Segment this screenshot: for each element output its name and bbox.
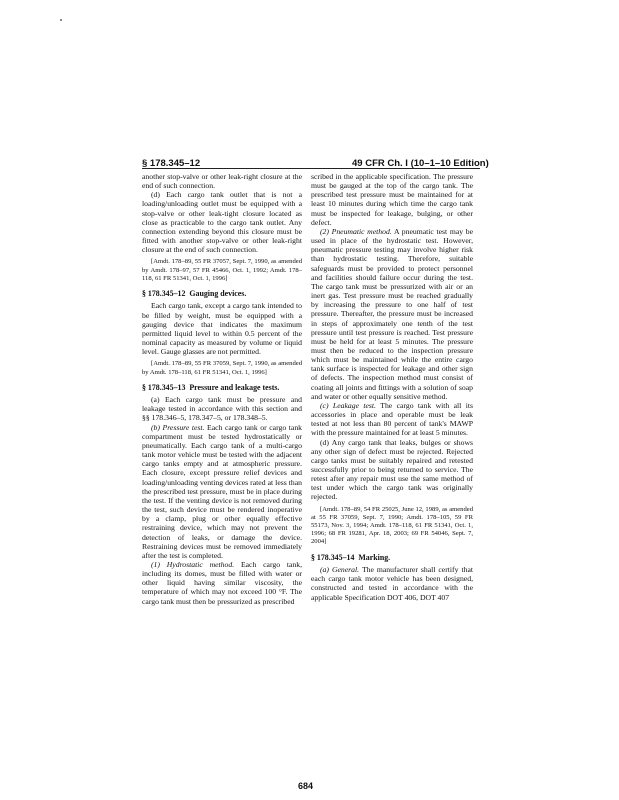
paragraph: scribed in the applicable specification. The pressure must be gauged at the top of the cargo tank. The prescribed test pressure must be maintained for at least 10 minutes during which time the cargo tank must be inspected for leakage, bulging, or other defect. (311, 172, 473, 227)
paragraph-text: The cargo tank with all its accessories in place and operable must be leak tested at not less than 80 percent of tank's MAWP with the pressure maintained for at least 5 minutes. (311, 400, 473, 438)
paragraph-label: (a) General. (320, 565, 360, 575)
section-heading (142, 289, 302, 298)
left-column (142, 172, 302, 606)
section-title: Gauging devices. (189, 289, 247, 299)
section-title: Pressure and leakage tests. (189, 382, 280, 392)
section-title: Marking. (358, 552, 391, 562)
paragraph (142, 560, 302, 606)
page-number: 684 (298, 781, 314, 791)
paragraph-text: The manufacturer shall certify that each cargo tank motor vehicle has been designed, constructed and tested in accordance with the applicable Specification DOT 406, DOT 407 (311, 565, 473, 602)
paragraph (142, 423, 302, 560)
paragraph (311, 565, 473, 602)
paragraph: (a) Each cargo tank must be pressure and leakage tested in accordance with this section and §§ 178.346–5, 178.347–5, or 178.348–5. (142, 395, 302, 423)
section-number: § 178.345–14 (311, 552, 355, 562)
paragraph (311, 227, 473, 401)
citation: [Amdt. 178–89, 54 FR 25025, June 12, 1989, as amended at 55 FR 37059, Sept. 7, 1990; Amdt. 178–105, 59 FR 55173, Nov. 3, 1994; Amdt. 178–118, 61 FR 51341, Oct. 1, 1996; 68 FR 19281, Apr. 18, 2003; 69 FR 54046, Sept. 7, 2004] (311, 505, 473, 546)
paragraph (311, 401, 473, 438)
paragraph-text: Each cargo tank, including its domes, must be filled with water or other liquid having similar viscosity, the temperature of which may not exceed 100 °F. The cargo tank must then be pressurized as prescribed (142, 559, 303, 606)
section-number: § 178.345–13 (142, 382, 186, 392)
citation: [Amdt. 178–89, 55 FR 37057, Sept. 7, 1990, as amended by Amdt. 178–97, 57 FR 45466, Oct. 1, 1992; Amdt. 178–118, 61 FR 51341, Oct. 1, 1996] (142, 258, 302, 282)
paragraph-text: A pneumatic test may be used in place of the hydrostatic test. However, pneumatic pressure testing may involve higher risk than hydrostatic testing. Therefore, suitable safeguards must be provided to protect personnel and facilities should failure occur during the test. The cargo tank must be pressurized with air or an inert gas. Test pressure must be reached gradually by increasing the pressure to one half of test pressure. Thereafter, the pressure must be increased in steps of approximately one tenth of the test pressure until test pressure is reached. Test pressure must be held for at least 5 minutes. The pressure must then be reduced to the inspection pressure which must be maintained while the entire cargo tank surface is inspected for leakage and other sign of defects. The inspection method must consist of coating all joints and fittings with a solution of soap and water or other equally sensitive method. (311, 226, 473, 401)
paragraph-label: (b) Pressure test. (151, 422, 205, 432)
paragraph-label: (1) Hydrostatic method. (151, 559, 235, 569)
paragraph: (d) Each cargo tank outlet that is not a loading/unloading outlet must be equipped with a stop-valve or other leak-tight closure located as close as practicable to the cargo tank outlet. Any connection extending beyond this closure must be fitted with another stop-valve or other leak-right closure at the end of such connection. (142, 190, 302, 255)
section-heading (142, 383, 302, 392)
section-number: § 178.345–12 (142, 289, 186, 299)
cfr-header: 49 CFR Ch. I (10–1–10 Edition) (352, 158, 489, 169)
citation: [Amdt. 178–89, 55 FR 37059, Sept. 7, 1990, as amended by Amdt. 178–118, 61 FR 51341, Oct. 1, 1996] (142, 360, 302, 376)
header-rule (142, 168, 480, 169)
section-header: § 178.345–12 (142, 158, 201, 169)
paragraph-text: Each cargo tank or cargo tank compartment must be tested hydrostatically or pneumatically. Each cargo tank of a multi-cargo tank motor vehicle must be tested with the adjacent cargo tanks empty and at atmospheric pressure. Each closure, except pressure relief devices and loading/unloading venting devices rated at less than the prescribed test pressure, must be in place during the test. If the venting device is not removed during the test, such device must be rendered inoperative by a clamp, plug or other equally effective restraining device, which may not prevent the detection of leaks, or damage the device. Restraining devices must be removed immediately after the test is completed. (142, 422, 303, 560)
paragraph: (d) Any cargo tank that leaks, bulges or shows any other sign of defect must be rejected. Rejected cargo tanks must be suitably repaired and retested successfully prior to being returned to service. The retest after any repair must use the same method of test under which the cargo tank was originally rejected. (311, 437, 473, 502)
paragraph: another stop-valve or other leak-right closure at the end of such connection. (142, 172, 302, 191)
scan-speck (60, 19, 62, 21)
section-heading (311, 553, 473, 562)
paragraph-label: (c) Leakage test. (320, 400, 376, 410)
paragraph-label: (2) Pneumatic method. (320, 226, 392, 236)
paragraph: Each cargo tank, except a cargo tank intended to be filled by weight, must be equipped with a gauging device that indicates the maximum permitted liquid level to within 0.5 percent of the nominal capacity as measured by volume or liquid level. Gauge glasses are not permitted. (142, 301, 302, 357)
right-column (311, 172, 473, 602)
